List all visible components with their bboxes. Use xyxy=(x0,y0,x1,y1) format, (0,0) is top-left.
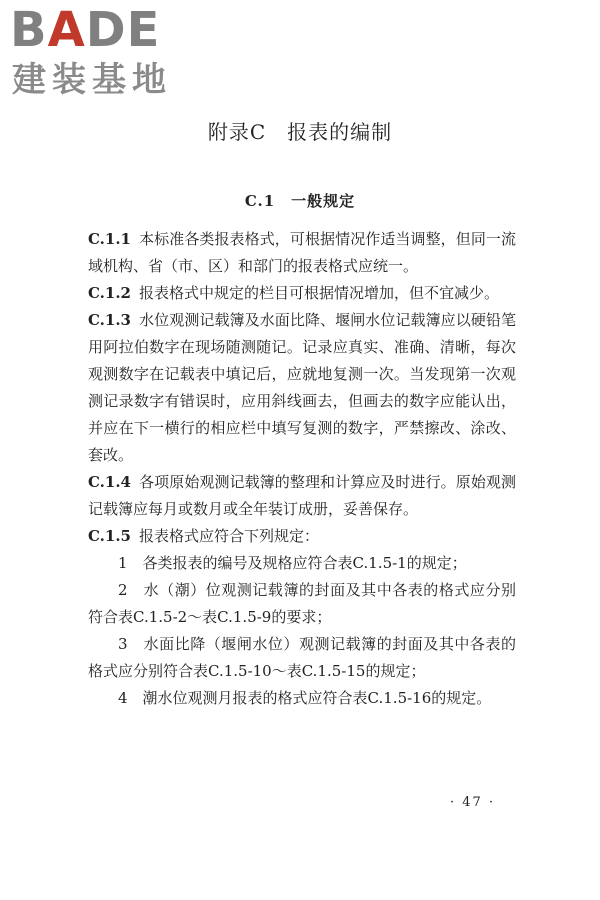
document-body xyxy=(88,226,516,712)
appendix-title: 附录C 报表的编制 xyxy=(207,120,393,144)
list-item: 2 水（潮）位观测记载簿的封面及其中各表的格式应分别符合表C.1.5-2～表C.1.5-9的要求； xyxy=(88,581,516,626)
section-title: C.1 一般规定 xyxy=(244,192,356,210)
clause-c-1-2: C.1.2 报表格式中规定的栏目可根据情况增加，但不宜减少。 xyxy=(88,284,500,302)
clause-c-1-3: C.1.3 水位观测记载簿及水面比降、堰闸水位记载簿应以硬铅笔用阿拉伯数字在现场随测随记。记录应真实、准确、清晰，每次观测数字在记载表中填记后，应就地复测一次。当发现第一次观测记录数字有错误时，应用斜线画去，但画去的数字应能认出，并应在下一横行的相应栏中填写复测的数字，严禁擦改、涂改、套改。 xyxy=(88,311,516,464)
clause-c-1-5: C.1.5 报表格式应符合下列规定： xyxy=(88,527,320,545)
logo-subtitle: 建装基地 xyxy=(12,60,172,100)
clause-c-1-1: C.1.1 本标准各类报表格式，可根据情况作适当调整，但同一流域机构、省（市、区）和部门的报表格式应统一。 xyxy=(88,230,516,275)
list-item: 4 潮水位观测月报表的格式应符合表C.1.5-16的规定。 xyxy=(118,689,492,707)
list-item: 1 各类报表的编号及规格应符合表C.1.5-1的规定； xyxy=(118,554,467,572)
bade-logo xyxy=(10,2,180,102)
page-number: · 47 · xyxy=(450,795,496,810)
logo-wordmark: BADE xyxy=(10,2,161,58)
clause-c-1-4: C.1.4 各项原始观测记载簿的整理和计算应及时进行。原始观测记载簿应每月或数月或全年装订成册，妥善保存。 xyxy=(88,473,516,518)
list-item: 3 水面比降（堰闸水位）观测记载簿的封面及其中各表的格式应分别符合表C.1.5-10～表C.1.5-15的规定； xyxy=(88,635,516,680)
